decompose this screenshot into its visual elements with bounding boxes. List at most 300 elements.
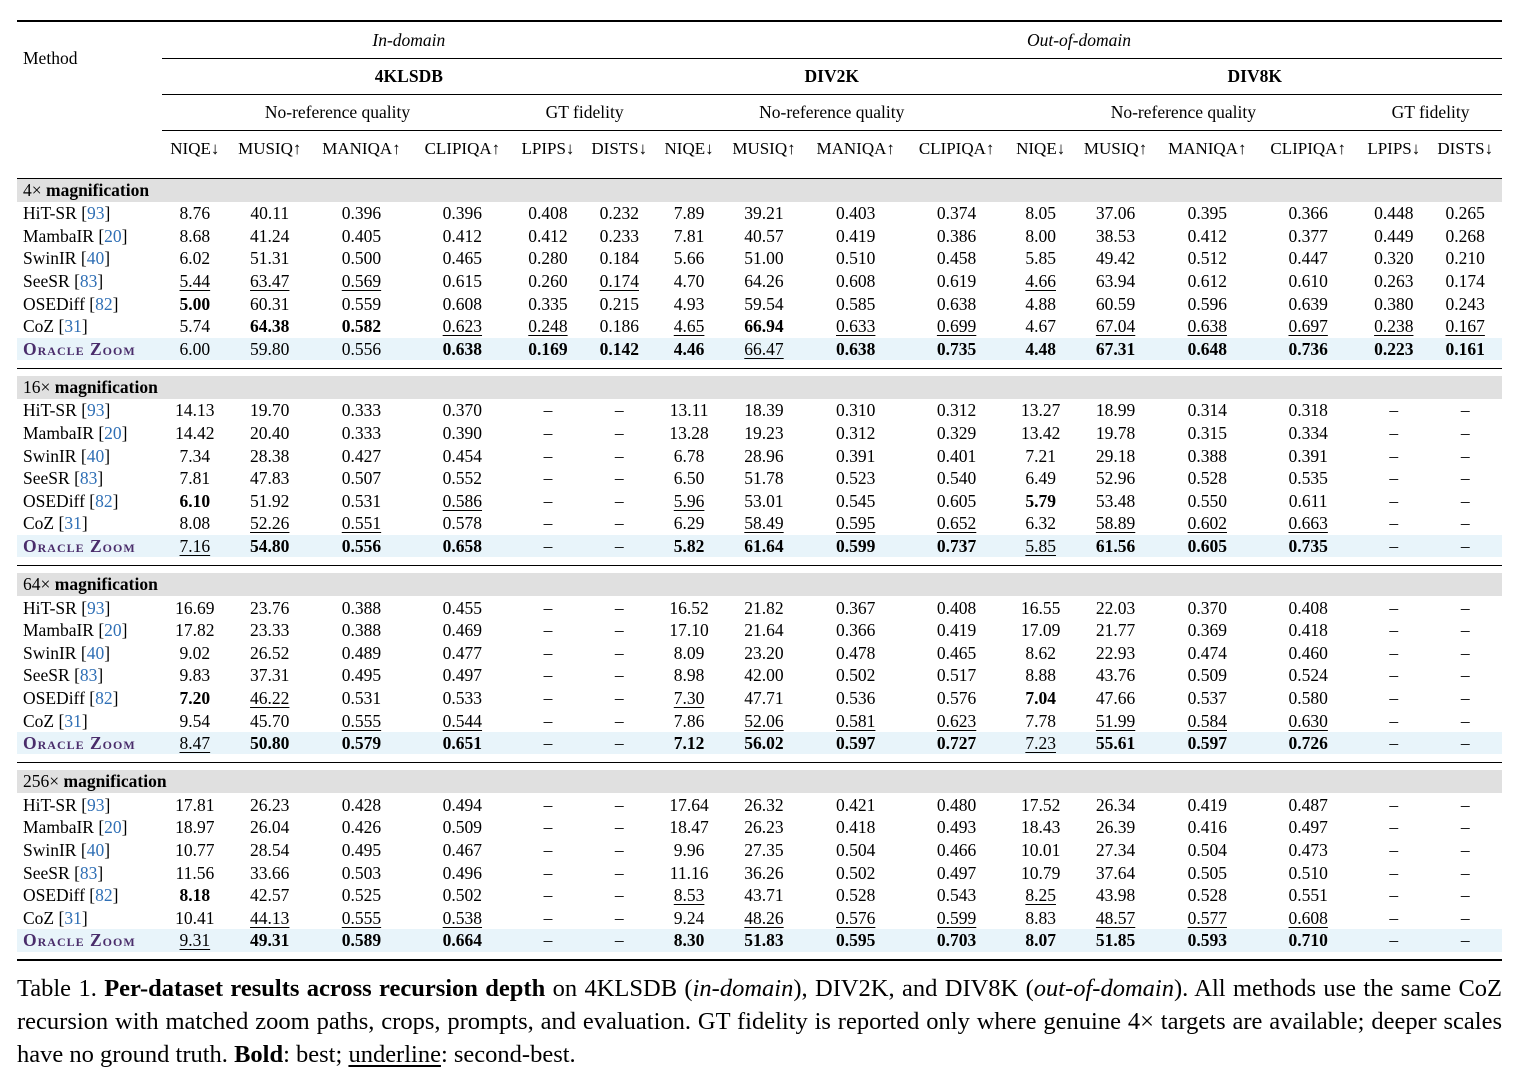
citation-link[interactable]: 20 — [104, 423, 122, 444]
value: 56.02 — [744, 733, 784, 754]
value: 26.34 — [1095, 794, 1136, 815]
value-cell — [228, 884, 312, 907]
value: – — [614, 862, 624, 883]
value: 8.98 — [673, 665, 705, 686]
value: 0.466 — [936, 839, 977, 860]
value: 27.34 — [1095, 839, 1136, 860]
value-cell — [722, 929, 806, 952]
value-cell — [411, 292, 513, 315]
value: 0.412 — [442, 225, 483, 246]
value-cell — [1008, 929, 1074, 952]
value: – — [1460, 862, 1470, 883]
value: 7.21 — [1025, 445, 1056, 466]
value-cell — [806, 202, 906, 225]
method-name: OSEDiff — [23, 687, 85, 708]
value: 63.47 — [250, 271, 290, 292]
citation-link[interactable]: 93 — [87, 794, 105, 815]
value-cell — [162, 884, 228, 907]
value: 0.412 — [528, 225, 568, 246]
citation-link[interactable]: 31 — [64, 710, 82, 731]
value-cell — [1428, 422, 1502, 445]
value: 16.52 — [669, 597, 709, 618]
value: 0.584 — [1187, 710, 1227, 731]
value-cell — [906, 816, 1008, 839]
value: – — [1389, 597, 1399, 618]
value-cell — [1359, 225, 1428, 248]
table-row — [17, 247, 1502, 270]
table-row — [17, 467, 1502, 490]
value-cell — [162, 596, 228, 619]
citation-link[interactable]: 83 — [79, 862, 98, 883]
value-cell — [513, 709, 582, 732]
value-cell — [1074, 512, 1158, 535]
value: 18.39 — [744, 400, 784, 421]
value: – — [543, 665, 553, 686]
metric-header: DISTS↓ — [1428, 131, 1502, 167]
value: 9.83 — [179, 665, 211, 686]
value: 0.408 — [528, 203, 568, 224]
value: 51.85 — [1095, 930, 1136, 951]
value: 0.608 — [442, 293, 483, 314]
value-cell — [656, 467, 722, 490]
value-cell — [162, 490, 228, 513]
value-cell — [1428, 202, 1502, 225]
citation-link[interactable]: 82 — [95, 885, 113, 906]
value-cell — [513, 596, 582, 619]
value-cell — [1157, 315, 1257, 338]
citation-link[interactable]: 31 — [64, 513, 82, 534]
value-cell — [722, 664, 806, 687]
value: – — [543, 794, 553, 815]
value: 7.89 — [673, 203, 705, 224]
metric-header: CLIPIQA↑ — [906, 131, 1008, 167]
value: 49.31 — [250, 930, 290, 951]
citation-link[interactable]: 83 — [79, 271, 98, 292]
value: 0.615 — [442, 271, 483, 292]
value-cell — [656, 642, 722, 665]
value-cell — [228, 444, 312, 467]
method-name: MambaIR — [23, 817, 94, 838]
value: 0.611 — [1288, 490, 1328, 511]
value-cell — [1008, 399, 1074, 422]
value-cell — [411, 664, 513, 687]
value-cell — [806, 732, 906, 755]
value: 0.388 — [341, 597, 382, 618]
value-cell — [906, 490, 1008, 513]
value-cell — [312, 512, 412, 535]
value: 48.26 — [744, 907, 784, 928]
value: 0.455 — [442, 597, 483, 618]
value: 0.595 — [836, 930, 876, 951]
citation-link[interactable]: 20 — [104, 817, 122, 838]
value: 0.419 — [836, 225, 876, 246]
value: 5.74 — [179, 316, 211, 337]
method-name: SwinIR — [23, 642, 77, 663]
value-cell — [656, 292, 722, 315]
table-row — [17, 535, 1502, 558]
value: 51.00 — [744, 248, 784, 269]
value: 0.232 — [599, 203, 639, 224]
value-cell — [906, 270, 1008, 293]
value-cell — [656, 422, 722, 445]
section-scale: 4× — [23, 180, 42, 200]
value: 17.81 — [175, 794, 215, 815]
value: 64.38 — [250, 316, 290, 337]
value-cell — [1428, 793, 1502, 816]
value-cell — [513, 619, 582, 642]
value-cell — [722, 202, 806, 225]
value: 0.504 — [836, 839, 876, 860]
citation-link[interactable]: 82 — [95, 687, 113, 708]
value-cell — [1359, 839, 1428, 862]
value-cell — [1257, 687, 1359, 710]
value-cell — [162, 709, 228, 732]
method-name: SwinIR — [23, 839, 77, 860]
value-cell — [1428, 247, 1502, 270]
value-cell — [1008, 884, 1074, 907]
value: 0.569 — [341, 271, 382, 292]
method-cell: CoZ [31] — [23, 710, 88, 731]
citation-link[interactable]: 40 — [86, 248, 105, 269]
value-cell — [312, 422, 412, 445]
section-label: magnification — [54, 574, 158, 595]
value: 13.28 — [669, 423, 709, 444]
value-cell — [1157, 929, 1257, 952]
value: – — [543, 490, 553, 511]
value-cell — [1257, 467, 1359, 490]
value-cell — [1257, 816, 1359, 839]
method-name: SeeSR — [23, 271, 70, 292]
value: 0.487 — [1288, 794, 1328, 815]
metric-header: DISTS↓ — [583, 131, 656, 167]
citation-link[interactable]: 20 — [104, 225, 122, 246]
table-row — [17, 906, 1502, 929]
value: 7.81 — [179, 468, 211, 489]
method-name: HiT-SR — [23, 794, 77, 815]
value-cell — [1074, 225, 1158, 248]
value: 0.318 — [1288, 400, 1328, 421]
value: 50.80 — [250, 733, 290, 754]
value: – — [614, 536, 624, 557]
table-row — [17, 642, 1502, 665]
value-cell — [513, 422, 582, 445]
table-row — [17, 270, 1502, 293]
value: 0.478 — [836, 642, 876, 663]
value-cell — [1257, 906, 1359, 929]
value: 0.727 — [936, 733, 977, 754]
value: 0.418 — [1288, 620, 1328, 641]
out-domain-header: Out-of-domain — [1026, 30, 1131, 50]
value: 0.502 — [836, 665, 876, 686]
value-cell — [1157, 884, 1257, 907]
table-row — [17, 929, 1502, 952]
citation-link[interactable]: 83 — [79, 665, 98, 686]
value-cell — [513, 861, 582, 884]
value-cell — [906, 709, 1008, 732]
value: 0.535 — [1288, 468, 1328, 489]
value-cell — [513, 270, 582, 293]
section-header — [17, 573, 1502, 596]
citation-link[interactable]: 40 — [86, 839, 105, 860]
value: – — [543, 710, 553, 731]
no-ref-header-div2k: No-reference quality — [656, 95, 1008, 131]
value-cell — [1008, 338, 1074, 361]
method-name: CoZ — [23, 316, 55, 337]
value: 8.05 — [1025, 203, 1056, 224]
value: 18.47 — [669, 817, 709, 838]
value: 0.391 — [836, 445, 876, 466]
value: 37.64 — [1095, 862, 1136, 883]
value: 0.480 — [936, 794, 977, 815]
value: – — [543, 445, 553, 466]
value-cell — [583, 642, 656, 665]
value: – — [543, 400, 553, 421]
value-cell — [1257, 444, 1359, 467]
value-cell — [312, 906, 412, 929]
value-cell — [513, 512, 582, 535]
caption-text: : best; — [283, 1041, 349, 1068]
value-cell — [1008, 490, 1074, 513]
value: 0.648 — [1187, 338, 1227, 359]
value: 0.419 — [936, 620, 977, 641]
value-cell — [312, 292, 412, 315]
value: 66.47 — [744, 338, 784, 359]
value: 0.396 — [341, 203, 382, 224]
value: 7.34 — [179, 445, 211, 466]
value-cell — [1428, 642, 1502, 665]
value: 51.78 — [744, 468, 784, 489]
value: 49.42 — [1095, 248, 1136, 269]
value-cell — [656, 619, 722, 642]
gt-fidelity-header-4k: GT fidelity — [513, 95, 656, 131]
citation-link[interactable]: 93 — [87, 597, 105, 618]
value: 52.26 — [250, 513, 290, 534]
value-cell — [722, 839, 806, 862]
method-cell: CoZ [31] — [23, 513, 88, 534]
value: – — [543, 885, 553, 906]
value: 0.540 — [936, 468, 977, 489]
value: 18.99 — [1095, 400, 1136, 421]
value: 4.46 — [673, 338, 705, 359]
value-cell — [1157, 861, 1257, 884]
value-cell — [312, 444, 412, 467]
value: – — [1389, 665, 1399, 686]
value: 0.421 — [836, 794, 876, 815]
value: 9.31 — [179, 930, 211, 951]
value-cell — [1157, 444, 1257, 467]
value-cell — [583, 535, 656, 558]
value: 7.81 — [673, 225, 705, 246]
citation-link[interactable]: 82 — [95, 490, 113, 511]
metric-header-row — [17, 131, 1502, 167]
value: – — [1460, 445, 1470, 466]
value: 64.26 — [744, 271, 784, 292]
value: 0.510 — [1288, 862, 1328, 883]
value: 0.578 — [442, 513, 483, 534]
value-cell — [583, 687, 656, 710]
value: 39.21 — [744, 203, 784, 224]
value-cell — [411, 225, 513, 248]
value: 0.543 — [936, 885, 977, 906]
value: 0.310 — [836, 400, 876, 421]
table-row — [17, 512, 1502, 535]
value-cell — [1428, 884, 1502, 907]
value: 58.49 — [744, 513, 784, 534]
citation-link[interactable]: 93 — [87, 203, 105, 224]
value: – — [614, 930, 624, 951]
value-cell — [1428, 225, 1502, 248]
value: 16.55 — [1020, 597, 1061, 618]
value: 16.69 — [175, 597, 215, 618]
value-cell — [722, 444, 806, 467]
value-cell — [806, 315, 906, 338]
value-cell — [583, 906, 656, 929]
value-cell — [411, 687, 513, 710]
value-cell — [162, 642, 228, 665]
value-cell — [162, 687, 228, 710]
value: 41.24 — [250, 225, 290, 246]
method-cell: SeeSR [83] — [23, 468, 104, 489]
citation-link[interactable]: 31 — [64, 907, 82, 928]
value-cell — [513, 315, 582, 338]
value: – — [543, 817, 553, 838]
value: 26.39 — [1095, 817, 1136, 838]
value: – — [614, 665, 624, 686]
value: 4.88 — [1025, 293, 1056, 314]
value: 0.599 — [936, 907, 977, 928]
value-cell — [162, 535, 228, 558]
value: 0.489 — [341, 642, 382, 663]
value-cell — [906, 793, 1008, 816]
value: 8.09 — [673, 642, 705, 663]
method-cell: HiT-SR [93] — [23, 203, 111, 224]
value-cell — [722, 619, 806, 642]
value-cell — [1359, 467, 1428, 490]
citation-link[interactable]: 40 — [86, 445, 105, 466]
citation-link[interactable]: 83 — [79, 468, 98, 489]
value: – — [614, 513, 624, 534]
value: 0.528 — [1187, 885, 1227, 906]
value: – — [1389, 907, 1399, 928]
value-cell — [162, 839, 228, 862]
value-cell — [806, 247, 906, 270]
value-cell — [312, 247, 412, 270]
value: – — [1460, 536, 1470, 557]
value-cell — [656, 664, 722, 687]
value: 0.418 — [836, 817, 876, 838]
citation-link[interactable]: 40 — [86, 642, 105, 663]
value: 0.710 — [1288, 930, 1328, 951]
caption-text: : second-best. — [440, 1041, 576, 1068]
value-cell — [1359, 292, 1428, 315]
value: 19.70 — [250, 400, 290, 421]
value-cell — [1157, 732, 1257, 755]
value: 0.664 — [442, 930, 483, 951]
value-cell — [1074, 202, 1158, 225]
caption-out-domain: out-of-domain — [1033, 975, 1174, 1002]
citation-link[interactable]: 20 — [104, 620, 122, 641]
value-cell — [806, 422, 906, 445]
value-cell — [1257, 202, 1359, 225]
value: 0.366 — [836, 620, 876, 641]
value: 61.56 — [1095, 536, 1136, 557]
citation-link[interactable]: 82 — [95, 293, 113, 314]
value: 7.30 — [673, 687, 705, 708]
value: 8.88 — [1025, 665, 1056, 686]
value-cell — [1359, 490, 1428, 513]
value-cell — [228, 399, 312, 422]
value: 0.161 — [1445, 338, 1485, 359]
value: 0.367 — [836, 597, 876, 618]
dataset-div2k-header: DIV2K — [656, 59, 1008, 95]
value: 0.726 — [1288, 733, 1328, 754]
value-cell — [1074, 338, 1158, 361]
value-cell — [1074, 861, 1158, 884]
value: 0.427 — [341, 445, 382, 466]
value: – — [1460, 597, 1470, 618]
metric-header: LPIPS↓ — [1359, 131, 1428, 167]
value: 7.12 — [673, 733, 705, 754]
method-cell: SeeSR [83] — [23, 862, 104, 883]
value: 0.265 — [1445, 203, 1485, 224]
value: 4.93 — [673, 293, 705, 314]
value-cell — [806, 642, 906, 665]
citation-link[interactable]: 31 — [64, 316, 82, 337]
value-cell — [906, 687, 1008, 710]
metric-header: NIQE↓ — [1008, 131, 1074, 167]
value: 6.00 — [179, 338, 211, 359]
value-cell — [513, 338, 582, 361]
value: 61.64 — [744, 536, 784, 557]
value: 14.13 — [175, 400, 215, 421]
table-row — [17, 839, 1502, 862]
value: – — [543, 536, 553, 557]
value-cell — [1008, 202, 1074, 225]
value-cell — [1157, 619, 1257, 642]
value-cell — [722, 732, 806, 755]
value-cell — [228, 906, 312, 929]
value: 0.186 — [599, 316, 639, 337]
value-cell — [1428, 490, 1502, 513]
value: 0.537 — [1187, 687, 1227, 708]
value: 59.54 — [744, 293, 784, 314]
value: 17.52 — [1020, 794, 1061, 815]
value-cell — [1008, 839, 1074, 862]
value-cell — [1359, 687, 1428, 710]
citation-link[interactable]: 93 — [87, 400, 105, 421]
value: – — [614, 710, 624, 731]
value: 0.699 — [936, 316, 977, 337]
value-cell — [1359, 861, 1428, 884]
value: 0.512 — [1187, 248, 1227, 269]
value: 0.426 — [341, 817, 382, 838]
caption-label: Table 1. — [17, 975, 97, 1002]
value: 0.510 — [836, 248, 876, 269]
value-cell — [411, 884, 513, 907]
value-cell — [1257, 422, 1359, 445]
value: – — [614, 794, 624, 815]
value-cell — [1359, 596, 1428, 619]
value-cell — [1008, 816, 1074, 839]
value-cell — [806, 664, 906, 687]
value-cell — [1157, 270, 1257, 293]
value: 5.85 — [1025, 536, 1056, 557]
value: 0.581 — [836, 710, 876, 731]
value: 0.638 — [836, 338, 876, 359]
value: 0.391 — [1288, 445, 1328, 466]
value-cell — [1257, 490, 1359, 513]
value-cell — [228, 422, 312, 445]
